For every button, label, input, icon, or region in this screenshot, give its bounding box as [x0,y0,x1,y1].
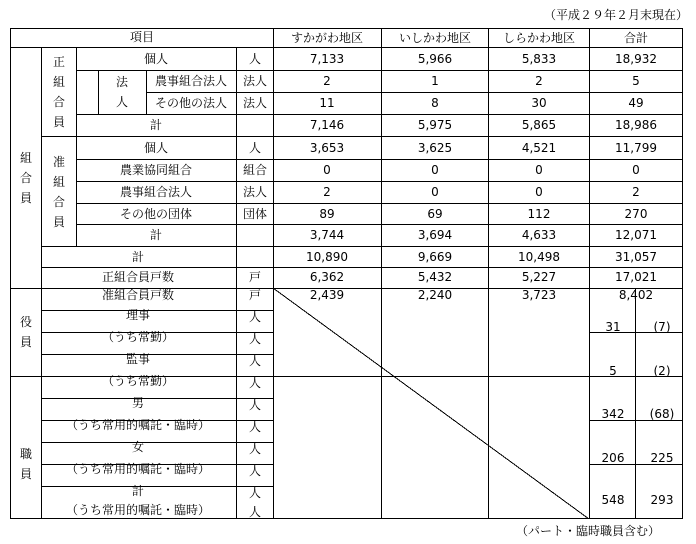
staff-label: （うち常用的嘱託・臨時） [65,418,211,432]
staff-label: 計 [131,484,145,498]
cell-value: 49 [628,96,644,110]
header-col1: すかがわ地区 [290,31,364,45]
group-label-shokuin: 職員 [19,447,32,481]
table-note-date: （平成２９年２月末現在） [543,8,688,22]
cell-value: 0 [431,185,439,199]
cell-value: 2,439 [309,288,345,302]
row-label: その他の団体 [119,207,193,221]
cell-value: 18,986 [615,118,657,132]
header-total: 合計 [623,31,649,45]
row-unit: 法人 [242,185,268,199]
cell-value: 11 [319,96,335,110]
group-label-houjin: 法人 [115,75,128,109]
cell-value: 7,133 [309,52,345,66]
cell-value: 8 [431,96,439,110]
cell-value: 3,653 [309,141,345,155]
staff-total-a: 342 [601,407,625,421]
row-label: 計 [149,228,163,242]
cell-value: 3,723 [521,288,557,302]
staff-unit: 人 [248,398,262,412]
cell-value: 2 [323,74,331,88]
cell-value: 2 [632,185,640,199]
row-label: 計 [149,118,163,132]
header-col3: しらかわ地区 [502,31,576,45]
cell-value: 4,633 [521,228,557,242]
cell-value: 0 [535,163,543,177]
cell-value: 10,890 [306,250,348,264]
staff-total-b: (2) [653,364,671,378]
staff-label: （うち常勤） [101,330,175,344]
staff-total-b: 293 [650,493,674,507]
row-unit: 人 [248,52,262,66]
staff-total-a: 206 [601,451,625,465]
cell-value: 5,966 [417,52,453,66]
cell-value: 17,021 [615,270,657,284]
row-label: 計 [131,250,145,264]
cell-value: 0 [632,163,640,177]
cell-value: 10,498 [518,250,560,264]
cell-value: 6,362 [309,270,345,284]
staff-unit: 人 [248,420,262,434]
cell-value: 9,669 [417,250,453,264]
row-label: 個人 [143,52,169,66]
staff-unit: 人 [248,332,262,346]
row-unit: 組合 [242,163,268,177]
group-label-sei: 正組合員 [52,55,65,129]
cell-value: 0 [535,185,543,199]
cell-value: 31,057 [615,250,657,264]
cell-value: 4,521 [521,141,557,155]
staff-total-b: (7) [653,320,671,334]
cell-value: 89 [319,207,335,221]
group-label-jun: 准組合員 [52,155,65,229]
group-label-kumiaiin: 組合員 [19,151,32,205]
staff-total-a: 31 [605,320,621,334]
cell-value: 3,694 [417,228,453,242]
group-label-yakuin: 役員 [19,315,32,349]
row-unit: 戸 [248,288,262,302]
cell-value: 3,625 [417,141,453,155]
header-item: 項目 [129,30,155,44]
staff-unit: 人 [248,310,262,324]
membership-table [10,28,683,519]
row-label: 農事組合法人 [154,74,228,88]
row-label: その他の法人 [154,96,228,110]
staff-unit: 人 [248,486,262,500]
cell-value: 8,402 [618,288,654,302]
staff-label: 理事 [125,308,151,322]
cell-value: 18,932 [615,52,657,66]
staff-label: （うち常用的嘱託・臨時） [65,462,211,476]
staff-total-b: 225 [650,451,674,465]
row-label: 正組合員戸数 [101,270,175,284]
staff-label: （うち常勤） [101,374,175,388]
cell-value: 1 [431,74,439,88]
cell-value: 2,240 [417,288,453,302]
cell-value: 69 [427,207,443,221]
staff-label: （うち常用的嘱託・臨時） [65,503,211,517]
staff-unit: 人 [248,505,262,519]
staff-unit: 人 [248,354,262,368]
header-col2: いしかわ地区 [398,31,472,45]
staff-unit: 人 [248,442,262,456]
row-unit: 団体 [242,207,268,221]
cell-value: 270 [624,207,648,221]
staff-label: 監事 [125,352,151,366]
staff-total-a: 5 [609,364,617,378]
staff-total-a: 548 [601,493,625,507]
staff-total-b: (68) [649,407,675,421]
cell-value: 2 [323,185,331,199]
staff-unit: 人 [248,376,262,390]
cell-value: 3,744 [309,228,345,242]
cell-value: 12,071 [615,228,657,242]
cell-value: 11,799 [615,141,657,155]
row-unit: 戸 [248,270,262,284]
cell-value: 5,227 [521,270,557,284]
row-unit: 人 [248,141,262,155]
row-label: 准組合員戸数 [101,288,175,302]
cell-value: 30 [531,96,547,110]
staff-label: 男 [131,396,145,410]
cell-value: 7,146 [309,118,345,132]
row-unit: 法人 [242,74,268,88]
row-label: 個人 [143,141,169,155]
cell-value: 5,432 [417,270,453,284]
cell-value: 0 [323,163,331,177]
cell-value: 5,975 [417,118,453,132]
staff-label: 女 [131,440,145,454]
row-label: 農事組合法人 [119,185,193,199]
cell-value: 0 [431,163,439,177]
table-note-parttime: （パート・臨時職員含む） [515,524,660,538]
cell-value: 112 [527,207,551,221]
cell-value: 5,865 [521,118,557,132]
cell-value: 5 [632,74,640,88]
cell-value: 2 [535,74,543,88]
row-label: 農業協同組合 [119,163,193,177]
cell-value: 5,833 [521,52,557,66]
row-unit: 法人 [242,96,268,110]
staff-unit: 人 [248,464,262,478]
